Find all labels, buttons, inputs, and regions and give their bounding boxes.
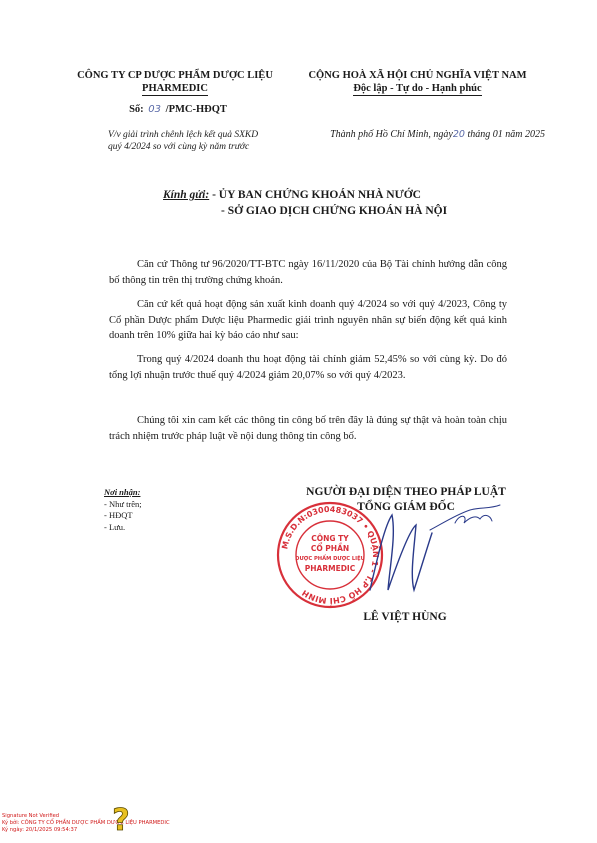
body-paragraph-1-text: Căn cứ Thông tư 96/2020/TT-BTC ngày 16/11/2020 của Bộ Tài chính hướng dẫn công bố thông tin trên thị trường chứng khoán. [109,259,507,286]
distribution-item: - Như trên; [104,498,142,509]
stamp-ring-text: M.S.D.N:0300483037 • QUẬN 1 - T.P HỒ CHÍ MINH [280,504,381,606]
date-prefix: Thành phố Hồ Chí Minh, ngày [330,129,453,140]
subject-line2: quý 4/2024 so với cùng kỳ năm trước [108,142,250,152]
digital-signature-info [2,813,170,834]
stamp-text-line3: DƯỢC PHẨM DƯỢC LIỆU [295,556,365,562]
representative-line1: NGƯỜI ĐẠI DIỆN THEO PHÁP LUẬT [306,486,506,498]
nation-header [300,69,535,96]
doc-number-handwritten: 03 [148,104,162,115]
body-paragraph-1 [109,257,507,288]
date-day-handwritten: 20 [452,129,465,140]
stamp-text-line1: CÔNG TY [311,534,349,543]
representative-line2: TỔNG GIÁM ĐỐC [357,501,455,513]
stamp-text-line2: CỔ PHẦN [310,544,350,553]
recipients-label: Kính gửi: [163,189,210,201]
esign-status: Signature Not Verified [2,813,60,819]
nation-title: CỘNG HOÀ XÃ HỘI CHỦ NGHĨA VIỆT NAM [308,70,527,81]
date-line [300,129,575,140]
distribution-list [104,487,142,533]
recipients [163,187,447,219]
doc-number-prefix: Số: [129,104,144,115]
national-motto: Độc lập - Tự do - Hạnh phúc [353,83,482,94]
subject-line1: V/v giải trình chênh lệch kết quả SXKD [108,130,259,140]
distribution-item: - Lưu. [104,521,126,532]
representative-title [286,485,526,515]
body-paragraph-4 [109,413,507,444]
distribution-item: - HĐQT [104,510,133,520]
recipient-1: - ỦY BAN CHỨNG KHOÁN NHÀ NƯỚC [209,189,421,201]
company-name-line2: PHARMEDIC [142,83,208,94]
subject-line [108,129,293,153]
svg-text:?: ? [112,803,130,838]
question-mark-icon[interactable] [110,803,132,839]
body-paragraph-2 [109,297,507,344]
date-suffix: tháng 01 năm 2025 [464,129,545,140]
company-name [70,69,280,96]
body-paragraph-2-text: Căn cứ kết quả hoạt động sản xuất kinh doanh quý 4/2024 so với quý 4/2023, Công ty Cổ phần Dược phẩm Dược liệu Pharmedic giải trình nguyên nhân sự biến động kết quả kinh doanh trên 10% giữa hai kỳ báo cáo như sau: [109,299,507,341]
stamp-text-line4: PHARMEDIC [304,564,356,573]
doc-number-suffix: /PMC-HĐQT [165,104,227,115]
esign-signer: Ký bởi: CÔNG TY CỔ PHẦN DƯỢC PHẨM DƯỢC LIỆU PHARMEDIC [2,820,170,826]
body-paragraph-3-text: Trong quý 4/2024 doanh thu hoạt động tài chính giảm 52,45% so với cùng kỳ. Do đó tổng lợi nhuận trước thuế quý 4/2024 giảm 20,07% so với quý 4/2023. [109,354,507,381]
company-name-line1: CÔNG TY CP DƯỢC PHẨM DƯỢC LIỆU [77,70,273,81]
body-paragraph-4-text: Chúng tôi xin cam kết các thông tin công bố trên đây là đúng sự thật và hoàn toàn chịu trách nhiệm trước pháp luật về nội dung thông tin công bố. [109,415,507,442]
esign-date: Ký ngày: 20/1/2025 09:54:37 [2,827,78,833]
distribution-title: Nơi nhận: [104,487,141,497]
recipient-2: - SỞ GIAO DỊCH CHỨNG KHOÁN HÀ NỘI [221,205,448,217]
signer-name: LÊ VIỆT HÙNG [363,611,447,623]
body-paragraph-3 [109,352,507,383]
document-number [88,104,268,115]
